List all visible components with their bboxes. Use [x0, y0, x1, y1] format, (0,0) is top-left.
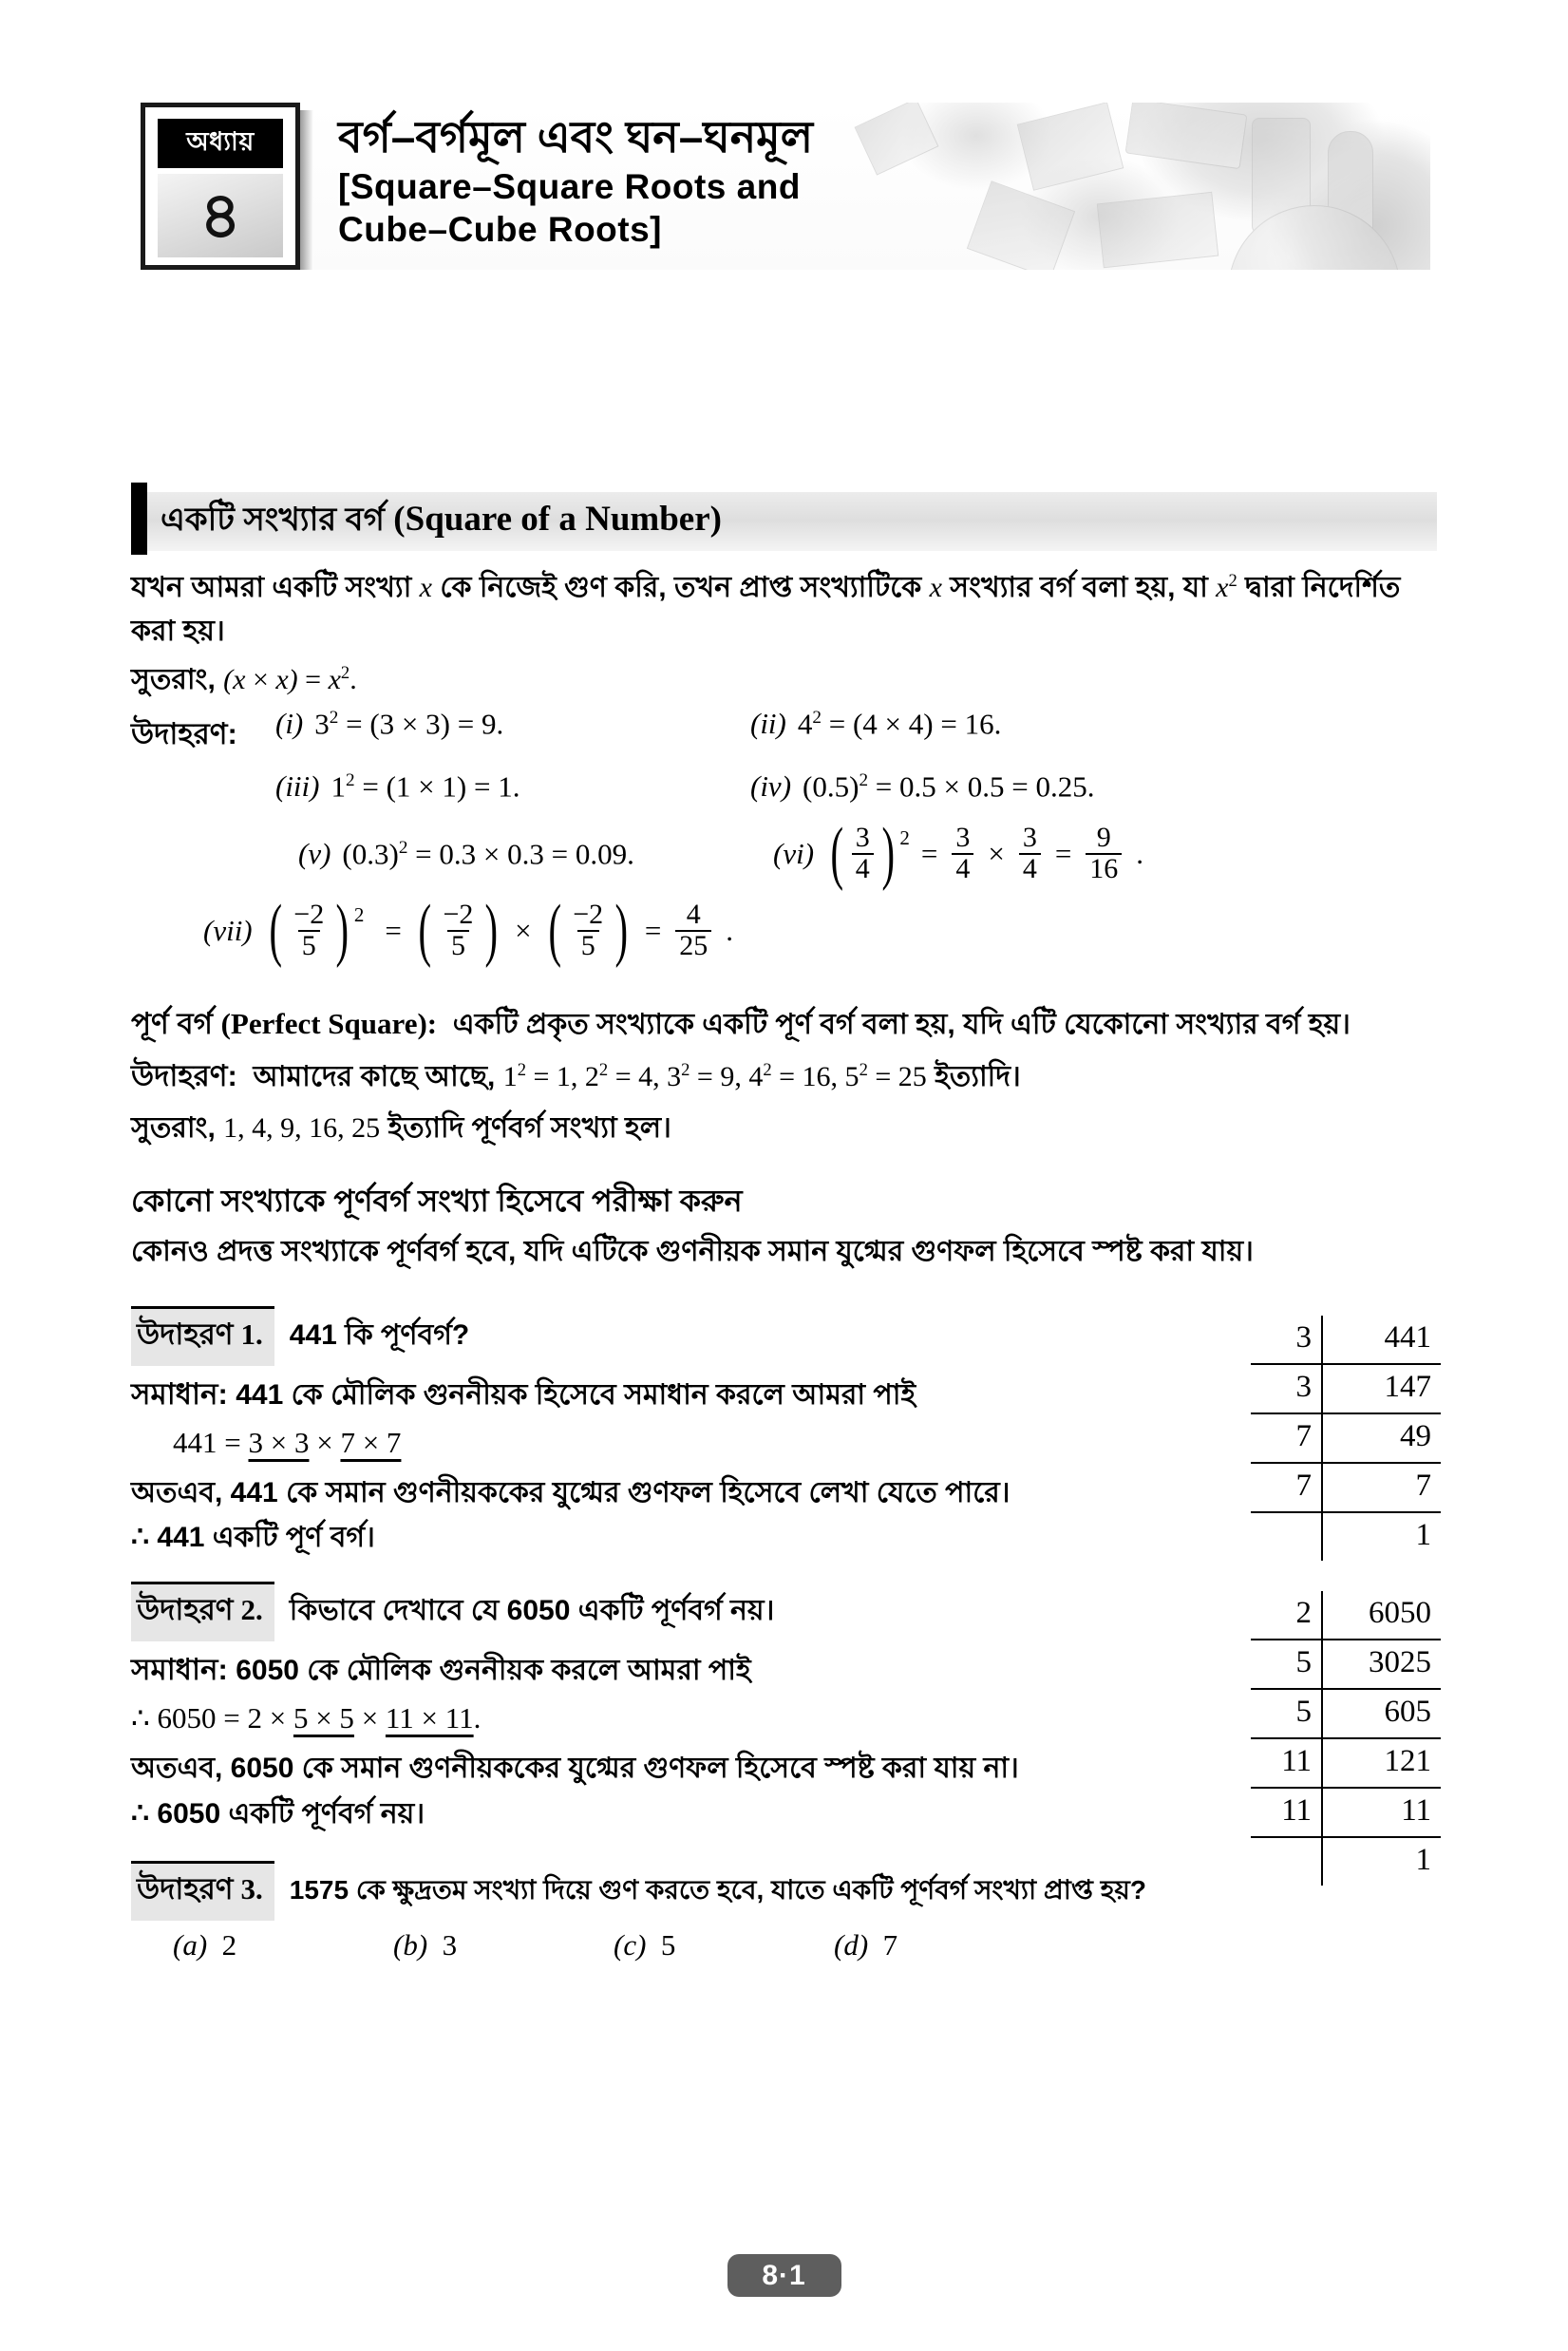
example-item-vii [203, 891, 734, 970]
example-2-note: অতএব, 6050 কে সমান গুণনীয়ককের যুগ্মের গুণফল হিসেবে স্পষ্ট করা যায় না। [131, 1753, 1019, 1785]
option-d-letter: (d) [834, 1928, 869, 1962]
example-1-eq-lhs: 441 = [173, 1425, 249, 1459]
example-roman-iii: (iii) [275, 768, 320, 803]
intro-variable-x2: x [929, 572, 942, 603]
equals-vii-1: = [385, 913, 402, 947]
intro-part-c: সংখ্যার বর্গ বলা হয়, যা [941, 572, 1217, 603]
example-item-i [275, 708, 750, 740]
test-paragraph-text: কোনও প্রদত্ত সংখ্যাকে পূর্ণবর্গ হবে, যদি এটিকে গুণনীয়ক সমান যুগ্মের গুণফল হিসেবে স্পষ্ট করা যায়। [131, 1235, 1254, 1267]
equals-vi-1: = [920, 836, 938, 870]
period-vii: . [726, 913, 734, 947]
example-1-header-line [131, 1306, 1437, 1366]
option-b-letter: (b) [393, 1928, 428, 1962]
chapter-header-banner [141, 103, 1430, 270]
perfect-square-examples-math: $1^2 = 1$, $2^2 = 4$, $3^2 = 9$, $4^2 = 16$, $5^2 = 25$ [502, 1060, 927, 1093]
perfect-square-examples [131, 1053, 1437, 1099]
divisor-cell: 7 [1251, 1413, 1322, 1463]
table-row [1251, 1413, 1441, 1463]
final-quotient-cell: 1 [1322, 1837, 1441, 1886]
table-row [1251, 1463, 1441, 1512]
equals-vi-2: = [1054, 836, 1072, 870]
example-1-solution-label: সমাধান: [131, 1376, 228, 1411]
formula-exponent: 2 [340, 663, 350, 684]
example-roman-v: (v) [298, 836, 331, 870]
perfect-square-examples-tail: ইত্যাদি। [935, 1061, 1021, 1093]
example-vii-paren-group-2 [413, 891, 503, 970]
formula-lead: সুতরাং, [131, 664, 224, 696]
example-1-eq-mid: × [309, 1425, 341, 1459]
divisor-cell: 3 [1251, 1364, 1322, 1413]
divisor-cell-empty [1251, 1512, 1322, 1561]
option-d-value: 7 [882, 1928, 898, 1962]
example-expr-v: $(0.3)^2 = 0.3 \times 0.3 = 0.09$. [342, 836, 634, 870]
example-roman-iv: (iv) [750, 768, 792, 803]
examples-label: উদাহরণ: [131, 716, 237, 750]
intro-part-d: দ্বারা নিদের্শিত করা হয়। [131, 572, 1401, 647]
example-2-solution [131, 1649, 1437, 1692]
paren-close-vii-1: ) [335, 891, 349, 970]
perfect-square-title-en: (Perfect Square): [220, 1006, 438, 1040]
quotient-cell: 11 [1322, 1788, 1441, 1837]
paren-close-vii-2: ) [484, 891, 499, 970]
paren-close-vi: ) [881, 814, 895, 893]
example-1-block [131, 1306, 1437, 1559]
chapter-title-english-line2: Cube–Cube Roots] [338, 209, 662, 249]
example-1-note: অতএব, 441 কে সমান গুণনীয়ককের যুগ্মের গুণফল হিসেবে লেখা যেতে পারে। [131, 1476, 1011, 1508]
example-3-number: 3. [240, 1872, 263, 1906]
section-heading-en: (Square of a Number) [393, 499, 722, 539]
example-1-factor-table [1251, 1316, 1441, 1561]
example-1-question: 441 কি পূর্ণবর্গ? [289, 1318, 470, 1351]
test-perfect-square-paragraph [131, 1230, 1437, 1274]
table-row [1251, 1640, 1441, 1689]
examples-row4-spacer [131, 929, 203, 933]
times-vi: × [988, 836, 1005, 870]
formula-end: . [349, 664, 357, 696]
example-2-chip [131, 1582, 274, 1641]
divisor-cell: 11 [1251, 1788, 1322, 1837]
option-d[interactable] [834, 1928, 1054, 1962]
square-examples-grid [131, 706, 1437, 970]
table-row [1251, 1738, 1441, 1788]
example-2-question: কিভাবে দেখাবে যে 6050 একটি পূর্ণবর্গ নয়। [289, 1594, 775, 1626]
table-row [1251, 1689, 1441, 1738]
fraction-nine-sixteenths: $\frac{9}{16}$ [1086, 824, 1122, 883]
example-vii-paren-group-3 [543, 891, 633, 970]
paren-open-vi: ( [830, 814, 844, 893]
quotient-cell: 441 [1384, 1320, 1431, 1356]
examples-row-4 [131, 891, 1437, 970]
example-2-eq-end: . [473, 1700, 482, 1735]
section-heading-bn: একটি সংখ্যার বর্গ [161, 501, 394, 538]
formula-line [131, 658, 1437, 702]
times-vii: × [515, 913, 532, 947]
example-2-header-line [131, 1582, 1437, 1641]
example-1-eq-pair2: 7 × 7 [340, 1425, 402, 1459]
examples-row2-spacer [131, 770, 275, 774]
conclusion-lead: সুতরাং, [131, 1111, 216, 1144]
table-row [1251, 1788, 1441, 1837]
example-item-v [275, 838, 773, 870]
examples-row3-spacer [131, 852, 275, 856]
paren-open-vii-1: ( [269, 891, 282, 970]
example-2-eq-pair1: 5 × 5 [293, 1700, 354, 1735]
examples-row-3 [131, 814, 1437, 893]
option-a[interactable] [173, 1928, 393, 1962]
exponent-vii: 2 [353, 903, 365, 927]
example-roman-i: (i) [275, 706, 304, 740]
examples-row-1 [131, 708, 1437, 761]
intro-variable-x1: x [419, 572, 432, 603]
example-3-block [131, 1861, 1437, 1962]
example-1-chip [131, 1306, 274, 1366]
perfect-square-conclusion [131, 1107, 1437, 1150]
example-2-equation [131, 1697, 1437, 1738]
option-c-value: 5 [660, 1928, 676, 1962]
page-content [131, 492, 1437, 1962]
example-1-solution-text: 441 কে মৌলিক গুননীয়ক হিসেবে সমাধান করলে আমরা পাই [236, 1378, 916, 1411]
divisor-cell: 2 [1251, 1591, 1322, 1640]
example-3-question: 1575 কে ক্ষুদ্রতম সংখ্যা দিয়ে গুণ করতে হবে, যাতে একটি পূর্ণবর্গ সংখ্যা প্রাপ্ত হয়? [289, 1875, 1147, 1905]
example-2-label: উদাহরণ [137, 1592, 234, 1626]
example-item-ii [750, 708, 1001, 740]
example-expr-ii: $4^2 = (4 \times 4) = 16$. [797, 707, 1002, 741]
quotient-cell: 3025 [1322, 1640, 1441, 1689]
intro-exponent: 2 [1228, 571, 1237, 591]
example-2-solution-text: 6050 কে মৌলিক গুননীয়ক করলে আমরা পাই [236, 1654, 751, 1686]
test-heading-text: কোনো সংখ্যাকে পূর্ণবর্গ সংখ্যা হিসেবে পরীক্ষা করুন [131, 1184, 743, 1219]
example-2-eq-pair2: 11 × 11 [385, 1700, 474, 1735]
example-vi-paren-group [825, 814, 910, 893]
example-item-iv [750, 770, 1095, 803]
chapter-number: ৪ [158, 174, 283, 257]
fraction-three-quarters-2: $\frac{3}{4}$ [952, 824, 973, 883]
fraction-neg-two-fifths-1: $\frac{-2}{5}$ [293, 899, 325, 961]
example-roman-ii: (ii) [750, 706, 786, 740]
divisor-cell: 5 [1251, 1689, 1322, 1738]
paren-open-vii-3: ( [548, 891, 561, 970]
conclusion-numbers: 1, 4, 9, 16, 25 [223, 1111, 381, 1144]
perfect-square-examples-label: উদাহরণ: [131, 1059, 237, 1093]
quotient-cell: 605 [1322, 1689, 1441, 1738]
example-3-options [173, 1928, 1437, 1962]
intro-variable-x3: x [1216, 572, 1229, 603]
quotient-cell: 6050 [1369, 1596, 1431, 1631]
paren-close-vii-3: ) [614, 891, 629, 970]
perfect-square-title-bn: পূর্ণ বর্গ [131, 1006, 221, 1040]
formula-body: $(x \times x) = x^2$. [223, 663, 357, 696]
example-3-chip [131, 1861, 274, 1921]
example-2-factor-table [1251, 1591, 1441, 1886]
fraction-three-quarters-3: $\frac{3}{4}$ [1019, 824, 1041, 883]
section-accent-bar [131, 483, 147, 555]
intro-paragraph [131, 566, 1437, 653]
divisor-cell: 5 [1251, 1640, 1322, 1689]
chapter-label: অধ্যায় [158, 119, 283, 168]
divisor-cell: 3 [1251, 1316, 1322, 1364]
option-c[interactable] [614, 1928, 834, 1962]
example-1-eq-pair1: 3 × 3 [248, 1425, 310, 1459]
final-quotient-cell: 1 [1322, 1512, 1441, 1561]
table-row [1251, 1316, 1441, 1364]
option-b[interactable] [393, 1928, 614, 1962]
example-expr-i: $3^2 = (3 \times 3) = 9$. [314, 707, 504, 741]
example-2-conclusion: ∴ 6050 একটি পূর্ণবর্গ নয়। [131, 1797, 425, 1830]
chapter-badge-shadow [300, 110, 313, 270]
example-1-solution [131, 1374, 1437, 1416]
option-b-value: 3 [442, 1928, 458, 1962]
example-1-equation [173, 1422, 1437, 1463]
section-heading-square-of-a-number [131, 492, 1437, 551]
example-1-conclusion: ∴ 441 একটি পূর্ণ বর্গ। [131, 1522, 375, 1554]
option-c-letter: (c) [614, 1928, 647, 1962]
examples-row-2 [131, 770, 1437, 803]
banner-title-group [338, 110, 1419, 251]
quotient-cell: 7 [1322, 1463, 1441, 1512]
fraction-three-quarters-1: $\frac{3}{4}$ [852, 824, 874, 883]
intro-part-b: কে নিজেই গুণ করি, তখন প্রাপ্ত সংখ্যাটিকে [431, 572, 930, 603]
example-3-label: উদাহরণ [137, 1872, 234, 1906]
example-2-eq-lhs: ∴ 6050 = 2 × [131, 1700, 293, 1735]
fraction-neg-two-fifths-2: $\frac{-2}{5}$ [443, 899, 474, 961]
example-3-header-line [131, 1861, 1437, 1921]
example-2-solution-label: সমাধান: [131, 1652, 228, 1686]
perfect-square-definition [131, 1001, 1437, 1047]
quotient-cell: 49 [1322, 1413, 1441, 1463]
example-item-vi [773, 814, 1144, 893]
paren-open-vii-2: ( [418, 891, 431, 970]
quotient-cell: 121 [1322, 1738, 1441, 1788]
divisor-cell: 11 [1251, 1738, 1322, 1788]
table-row-final [1251, 1512, 1441, 1561]
chapter-title-english-line1: [Square–Square Roots and [338, 166, 801, 206]
chapter-title-bengali: বর্গ–বর্গমূল এবং ঘন–ঘনমূল [338, 112, 813, 161]
example-2-block [131, 1582, 1437, 1878]
example-2-number: 2. [240, 1592, 263, 1626]
example-roman-vi: (vi) [773, 836, 815, 870]
fraction-four-twentyfifths: $\frac{4}{25}$ [675, 901, 711, 960]
example-1-label: উদাহরণ [137, 1317, 234, 1351]
test-perfect-square-heading [131, 1178, 1437, 1224]
conclusion-tail: ইত্যাদি পূর্ণবর্গ সংখ্যা হল। [387, 1111, 671, 1144]
example-2-eq-mid: × [353, 1700, 386, 1735]
fraction-neg-two-fifths-3: $\frac{-2}{5}$ [573, 899, 604, 961]
exponent-vi: 2 [899, 826, 910, 850]
example-item-iii [275, 770, 750, 803]
chapter-badge [141, 103, 300, 270]
example-expr-iii: $1^2 = (1 \times 1) = 1$. [331, 769, 520, 804]
example-vii-paren-group-1 [264, 891, 365, 970]
table-row [1251, 1591, 1441, 1640]
option-a-letter: (a) [173, 1928, 208, 1962]
intro-part-a: যখন আমরা একটি সংখ্যা [131, 572, 420, 603]
page-number-badge: 8·1 [727, 2254, 841, 2297]
example-1-number: 1. [240, 1317, 263, 1351]
table-row [1251, 1364, 1441, 1413]
period-vi: . [1136, 836, 1144, 870]
example-roman-vii: (vii) [203, 913, 253, 947]
quotient-cell: 147 [1322, 1364, 1441, 1413]
equals-vii-2: = [644, 913, 662, 947]
perfect-square-examples-lead: আমাদের কাছে আছে, [253, 1061, 496, 1093]
option-a-value: 2 [221, 1928, 237, 1962]
perfect-square-def-text: একটি প্রকৃত সংখ্যাকে একটি পূর্ণ বর্গ বলা হয়, যদি এটি যেকোনো সংখ্যার বর্গ হয়। [452, 1008, 1351, 1040]
example-expr-iv: $(0.5)^2 = 0.5 \times 0.5 = 0.25$. [803, 769, 1095, 804]
section-heading-text [147, 495, 722, 549]
divisor-cell: 7 [1251, 1463, 1322, 1512]
